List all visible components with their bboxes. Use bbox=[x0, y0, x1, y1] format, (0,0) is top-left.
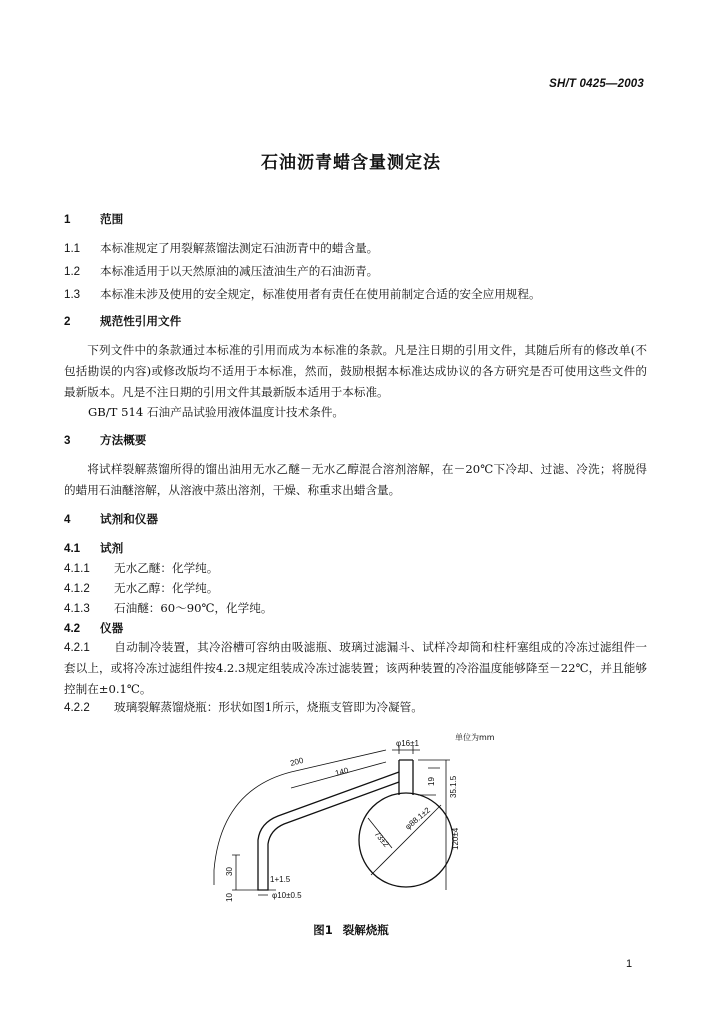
dim-tip-1-label: 1+1.5 bbox=[270, 875, 291, 884]
clause-text: 无水乙醚：化学纯。 bbox=[114, 561, 219, 575]
tube-tip bbox=[258, 882, 268, 890]
subsection-4-1-heading bbox=[64, 540, 123, 556]
section-title: 方法概要 bbox=[100, 433, 147, 447]
clause-1-1 bbox=[64, 240, 378, 256]
clause-number: 1.2 bbox=[64, 265, 81, 278]
clause-text: 玻璃裂解蒸馏烧瓶：形状如图1所示，烧瓶支管即为冷凝管。 bbox=[114, 700, 423, 714]
reagent-4-1-1 bbox=[64, 560, 218, 576]
dim-10-label: 10 bbox=[225, 893, 234, 902]
section-3-paragraph: 将试样裂解蒸馏所得的馏出油用无水乙醚－无水乙醇混合溶剂溶解，在－20℃下冷却、过滤、冷洗；将脱得的蜡用石油醚溶解，从溶液中蒸出溶剂，干燥、称重求出蜡含量。 bbox=[64, 462, 647, 497]
section-2-heading bbox=[64, 313, 181, 329]
reagent-4-1-2 bbox=[64, 580, 218, 596]
instrument-4-2-2 bbox=[64, 699, 423, 715]
clause-text: 自动制冷装置，其冷浴槽可容纳由吸滤瓶、玻璃过滤漏斗、试样冷却筒和柱杆塞组成的冷冻过滤组件一套以上，或将冷冻过滤组件按4.2.3规定组装成冷冻过滤装置；该两种装置的冷浴温度能够降至－22℃，并且能够控制在±0.1℃。 bbox=[64, 640, 647, 696]
page-title: 石油沥青蜡含量测定法 bbox=[261, 153, 441, 173]
section-number: 4 bbox=[64, 513, 71, 526]
dim-height-label: 120±4 bbox=[451, 827, 460, 850]
dim-bulb-label: φ88.1±2 bbox=[403, 805, 432, 832]
figure-title: 裂解烧瓶 bbox=[342, 923, 389, 937]
clause-number: 4.1.1 bbox=[64, 562, 90, 575]
section-title: 规范性引用文件 bbox=[100, 314, 182, 328]
normative-reference: GB/T 514 石油产品试验用液体温度计技术条件。 bbox=[88, 405, 345, 419]
subsection-number: 4.2 bbox=[64, 622, 81, 635]
clause-text: 无水乙醇：化学纯。 bbox=[114, 581, 219, 595]
clause-number: 1.1 bbox=[64, 242, 81, 255]
subsection-title: 试剂 bbox=[100, 541, 124, 555]
dim-140-label: 140 bbox=[334, 765, 350, 778]
clause-1-2 bbox=[64, 263, 378, 279]
section-2-paragraph: 下列文件中的条款通过本标准的引用而成为本标准的条款。凡是注日期的引用文件，其随后所有的修改单(不包括勘误的内容)或修改版均不适用于本标准，然而，鼓励根据本标准达成协议的各方研究是否可使用这些文件的最新版本。凡是不注日期的引用文件其最新版本适用于本标准。 bbox=[64, 343, 647, 399]
figure-number: 图1 bbox=[313, 923, 333, 937]
clause-number: 1.3 bbox=[64, 288, 81, 301]
section-1-heading bbox=[64, 211, 123, 227]
section-title: 范围 bbox=[100, 212, 124, 226]
clause-number: 4.2.2 bbox=[64, 701, 90, 714]
clause-text: 本标准规定了用裂解蒸馏法测定石油沥青中的蜡含量。 bbox=[100, 241, 379, 255]
figure-caption bbox=[0, 922, 702, 938]
dim-tube-dia-label: φ16±1 bbox=[396, 739, 419, 748]
clause-text: 本标准适用于以天然原油的减压渣油生产的石油沥青。 bbox=[100, 264, 379, 278]
section-4-heading bbox=[64, 511, 158, 527]
reagent-4-1-3 bbox=[64, 600, 272, 616]
clause-text: 本标准未涉及使用的安全规定，标准使用者有责任在使用前制定合适的安全应用规程。 bbox=[100, 287, 541, 301]
dim-tip-dia-label: φ10±0.5 bbox=[272, 891, 302, 900]
side-arm-tube bbox=[258, 772, 399, 882]
flask-neck bbox=[399, 760, 413, 795]
page-number: 1 bbox=[626, 958, 633, 970]
dim-35-label: 35.1.5 bbox=[449, 775, 458, 798]
clause-text: 石油醚：60～90℃，化学纯。 bbox=[114, 601, 273, 615]
dim-branch-label: 73±2 bbox=[372, 829, 391, 849]
cracking-flask-figure bbox=[196, 730, 496, 910]
clause-1-3 bbox=[64, 286, 541, 302]
section-number: 1 bbox=[64, 213, 71, 226]
dim-30-label: 30 bbox=[225, 867, 234, 876]
section-title: 试剂和仪器 bbox=[100, 512, 158, 526]
figure-unit-label: 单位为mm bbox=[455, 733, 495, 742]
subsection-4-2-heading bbox=[64, 620, 123, 636]
clause-number: 4.1.3 bbox=[64, 602, 90, 615]
section-number: 2 bbox=[64, 315, 71, 328]
instrument-4-2-1 bbox=[64, 637, 647, 700]
subsection-number: 4.1 bbox=[64, 542, 81, 555]
section-number: 3 bbox=[64, 434, 71, 447]
subsection-title: 仪器 bbox=[100, 621, 124, 635]
clause-number: 4.2.1 bbox=[64, 641, 90, 654]
clause-number: 4.1.2 bbox=[64, 582, 90, 595]
document-code: SH/T 0425—2003 bbox=[549, 78, 644, 90]
dim-200-label: 200 bbox=[289, 755, 305, 768]
dim-19-label: 19 bbox=[427, 777, 436, 786]
section-3-heading bbox=[64, 432, 146, 448]
